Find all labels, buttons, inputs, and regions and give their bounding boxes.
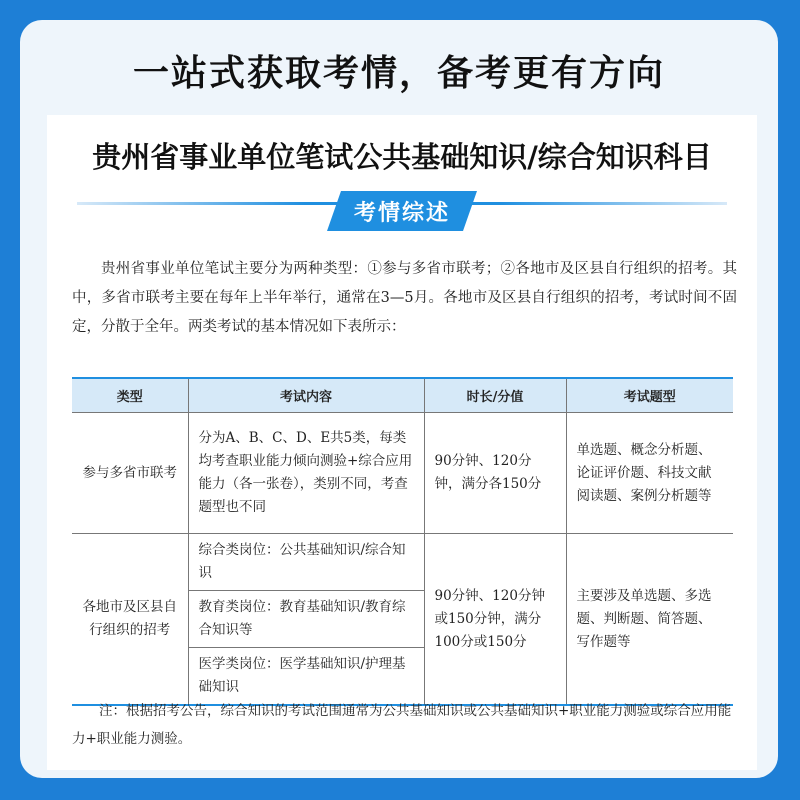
table-row	[72, 534, 733, 591]
section-tag-label: 考情综述	[353, 199, 450, 226]
table-cell-question-types: 单选题、概念分析题、论证评价题、科技文献阅读题、案例分析题等	[566, 413, 733, 534]
table-cell-type: 各地市及区县自行组织的招考	[72, 534, 188, 706]
intro-paragraph: 贵州省事业单位笔试主要分为两种类型：①参与多省市联考；②各地市及区县自行组织的招考。其中，多省市联考主要在每年上半年举行，通常在3—5月。各地市及区县自行组织的招考，考试时间不固定，分散于全年。两类考试的基本情况如下表所示：	[72, 261, 737, 335]
document-title: 贵州省事业单位笔试公共基础知识/综合知识科目	[92, 140, 712, 174]
table-cell-content: 医学类岗位：医学基础知识/护理基础知识	[188, 648, 424, 706]
table-cell-content: 教育类岗位：教育基础知识/教育综合知识等	[188, 591, 424, 648]
banner-title: 一站式获取考情，备考更有方向	[132, 52, 665, 94]
table-cell-question-types: 主要涉及单选题、多选题、判断题、简答题、写作题等	[566, 534, 733, 706]
table-row	[72, 413, 733, 534]
table-header-cell: 考试内容	[188, 378, 424, 413]
exam-table	[72, 377, 733, 706]
document-page	[47, 115, 757, 770]
table-cell-type: 参与多省市联考	[72, 413, 188, 534]
section-tag	[327, 189, 477, 233]
table-header-cell: 时长/分值	[424, 378, 566, 413]
table-cell-content: 分为A、B、C、D、E共5类，每类均考查职业能力倾向测验+综合应用能力（各一张卷），类别不同，考查题型也不同	[188, 413, 424, 534]
table-header-cell: 考试题型	[566, 378, 733, 413]
table-cell-content: 综合类岗位：公共基础知识/综合知识	[188, 534, 424, 591]
table-header-cell: 类型	[72, 378, 188, 413]
table-cell-duration: 90分钟、120分钟或150分钟，满分100分或150分	[424, 534, 566, 706]
card-frame	[20, 20, 778, 778]
table-header-row	[72, 378, 733, 413]
footnote: 注：根据招考公告，综合知识的考试范围通常为公共基础知识或公共基础知识+职业能力测验或综合应用能力+职业能力测验。	[72, 703, 732, 747]
table-cell-duration: 90分钟、120分钟，满分各150分	[424, 413, 566, 534]
